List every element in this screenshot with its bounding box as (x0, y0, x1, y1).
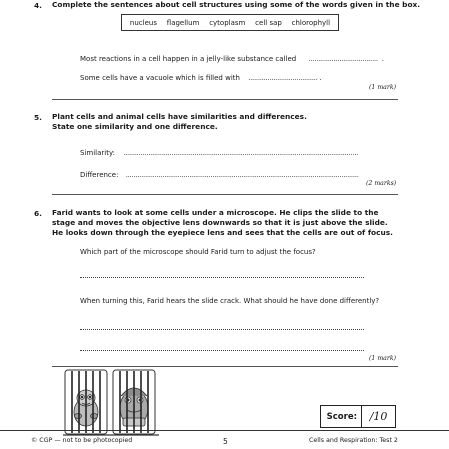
sentence-end: . (319, 74, 322, 82)
similarity-label: Similarity: (80, 149, 115, 157)
score-value[interactable]: /10 (361, 406, 395, 427)
question-4-marks: (1 mark) (369, 84, 396, 91)
question-6b-answer-line-1[interactable] (80, 329, 364, 330)
question-4-sentence-2 (80, 74, 322, 82)
word-box (121, 14, 339, 31)
difference-answer-blank[interactable]: ......................................................................................................................... (125, 171, 359, 179)
question-divider (52, 194, 398, 195)
page-number: 5 (223, 437, 228, 446)
caged-creatures-illustration (63, 368, 161, 438)
question-6-heading-line-2: stage and moves the objective lens downwards so that it is just above the slide. (52, 218, 388, 227)
similarity-row (80, 149, 358, 157)
word-box-item: flagellum (166, 18, 200, 27)
answer-blank[interactable]: .................................... (248, 74, 318, 82)
question-6-heading-line-3: He looks down through the eyepiece lens and sees that the cells are out of focus. (52, 228, 393, 237)
footer-test-title: Cells and Respiration: Test 2 (309, 437, 398, 444)
question-4-heading: Complete the sentences about cell structures using some of the words given in the box. (52, 0, 421, 9)
sentence-end: . (381, 55, 384, 63)
question-6a-answer-line[interactable] (80, 277, 364, 278)
score-label: Score: (326, 411, 357, 422)
question-6a-text: Which part of the microscope should Farid turn to adjust the focus? (80, 248, 316, 256)
question-6b-text: When turning this, Farid hears the slide crack. What should he have done differently? (80, 297, 380, 305)
difference-label: Difference: (80, 171, 119, 179)
question-6b-answer-line-2[interactable] (80, 350, 364, 351)
question-5-marks: (2 marks) (366, 180, 397, 187)
footer-rule (0, 430, 449, 431)
question-6-marks: (1 mark) (369, 355, 396, 362)
question-4-sentence-1 (80, 55, 384, 63)
question-5-heading-line-1: Plant cells and animal cells have similarities and differences. (52, 112, 307, 121)
similarity-answer-blank[interactable]: .......................................................................................................................... (123, 149, 359, 157)
word-box-item: cytoplasm (209, 18, 246, 27)
difference-row (80, 171, 359, 179)
sentence-text: Some cells have a vacuole which is filled with (80, 74, 240, 82)
question-divider (52, 366, 398, 367)
word-box-item: chlorophyll (291, 18, 331, 27)
question-6-heading-line-1: Farid wants to look at some cells under a microscope. He clips the slide to the (52, 208, 379, 217)
score-box (320, 405, 396, 428)
question-divider (52, 99, 398, 100)
sentence-text: Most reactions in a cell happen in a jelly-like substance called (80, 55, 297, 63)
question-5-heading-line-2: State one similarity and one difference. (52, 122, 218, 131)
word-box-item: cell sap (255, 18, 282, 27)
question-4-number: 4. (34, 1, 42, 10)
footer-copyright: © CGP — not to be photocopied (31, 437, 133, 444)
question-6-number: 6. (34, 209, 42, 218)
question-5-number: 5. (34, 113, 42, 122)
answer-blank[interactable]: .................................... (308, 55, 378, 63)
word-box-item: nucleus (129, 18, 157, 27)
